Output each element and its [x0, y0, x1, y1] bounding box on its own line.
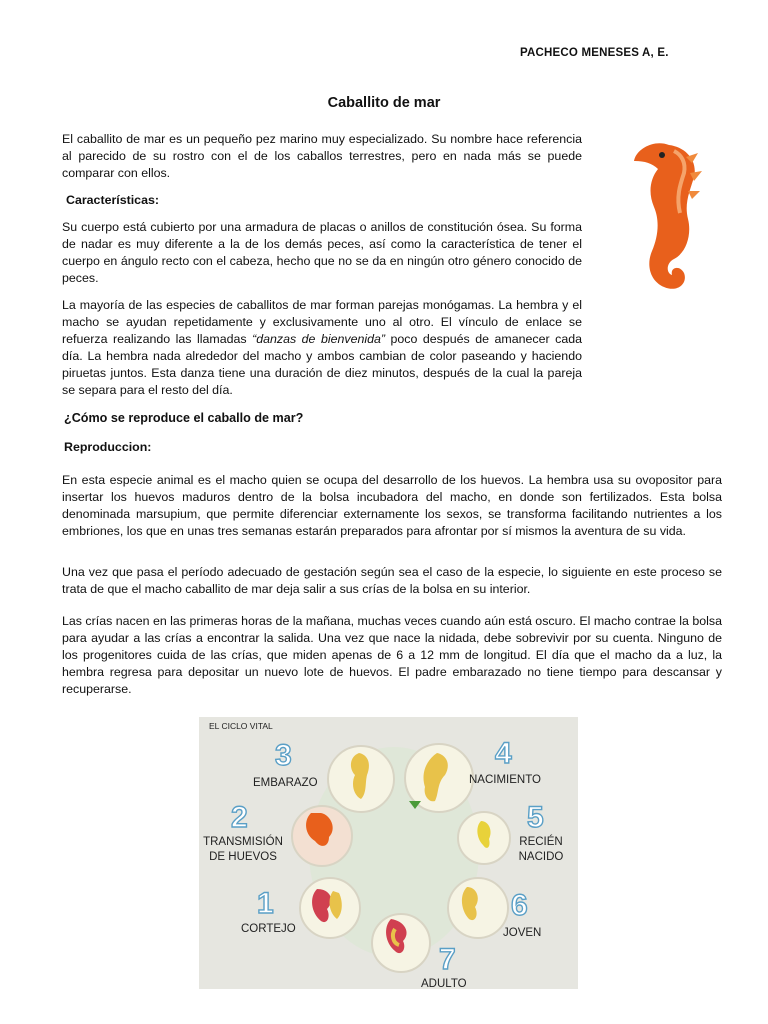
- question-heading: ¿Cómo se reproduce el caballo de mar?: [64, 411, 304, 425]
- pairs-text-after: poco después de amanecer cada día. La hembra nada alrededor del macho y ambos cambian de color paseando y haciendo piruetas juntos. Esta danza tiene una duración de diez minutos, después de la cual la pareja se separa para el resto del día.: [62, 331, 582, 397]
- seahorse-illustration: [614, 127, 706, 303]
- reproduction-paragraph-3: Las crías nacen en las primeras horas de la mañana, muchas veces cuando aún está oscuro. El macho contrae la bolsa para ayudar a las crías a encontrar la salida. Una vez que nace la nidada, debe sobrevivir por su cuenta. Ninguno de los progenitores cuida de las crías, que miden apenas de 6 a 12 mm de longitud. El día que el macho da a luz, la hembra regresa para depositar un nuevo lote de huevos. El padre embarazado no tiene tiempo para descansar y recuperarse.: [62, 614, 722, 696]
- stage-7-number: 7: [439, 943, 456, 976]
- reproduction-paragraph-1: En esta especie animal es el macho quien se ocupa del desarrollo de los huevos. La hembra usa su ovopositor para insertar los huevos maduros dentro de la bolsa incubadora del macho, en donde son fertilizados. Esta bolsa denominada marsupium, que permite diferenciar externamente los sexos, se transforma facilitando nutrientes a los embriones, los que en unas tres semanas estarán preparados para afrontar por sí mismos la aventura de su vida.: [62, 473, 722, 538]
- features-paragraph: Su cuerpo está cubierto por una armadura de placas o anillos de constitución ósea. Su forma de nadar es muy diferente a la de los demás peces, así como la característica de tener el cuerpo en ángulo recto con el cabeza, hecho que no se da en ningún otro género conocido de peces.: [62, 220, 582, 285]
- life-cycle-figure: [199, 717, 578, 989]
- stage-2-number: 2: [231, 801, 248, 834]
- stage-5-number: 5: [527, 801, 544, 834]
- stage-4-number: 4: [495, 737, 512, 770]
- pairs-text-before: La mayoría de las especies de caballitos de mar forman parejas monógamas. La hembra y el macho se ayudan repetidamente y exclusivamente uno al otro. El vínculo de enlace se refuerza realizando las llamadas: [62, 298, 582, 346]
- reproduction-paragraph-2: Una vez que pasa el período adecuado de gestación según sea el caso de la especie, lo siguiente en este proceso se trata de que el macho caballito de mar deja salir a sus crías de la bolsa en su interior.: [62, 565, 722, 596]
- reproduction-heading: Reproduccion:: [64, 440, 152, 454]
- pairs-text-italic: “danzas de bienvenida”: [252, 331, 386, 346]
- features-heading: Características:: [66, 193, 159, 207]
- author-name: PACHECO MENESES A, E.: [520, 47, 669, 59]
- stage-5-label: RECIÉN NACIDO: [518, 836, 564, 863]
- stage-7-label: ADULTO: [421, 978, 467, 989]
- page-title: Caballito de mar: [327, 95, 441, 111]
- stage-6-label: JOVEN: [503, 927, 542, 939]
- stage-1-label: CORTEJO: [241, 923, 296, 935]
- pairs-paragraph: [62, 297, 582, 398]
- stage-2-label: TRANSMISIÓN DE HUEVOS: [203, 836, 283, 863]
- stage-3-number: 3: [275, 739, 292, 772]
- intro-paragraph: El caballito de mar es un pequeño pez marino muy especializado. Su nombre hace referencia al parecido de su rostro con el de los caballos terrestres, pero en nada más se puede comparar con ellos.: [62, 132, 582, 180]
- figure-label: EL CICLO VITAL: [209, 721, 273, 731]
- stage-6-number: 6: [511, 889, 528, 922]
- stage-4-label: NACIMIENTO: [469, 774, 541, 786]
- stage-1-number: 1: [257, 887, 274, 920]
- stage-3-label: EMBARAZO: [253, 777, 318, 789]
